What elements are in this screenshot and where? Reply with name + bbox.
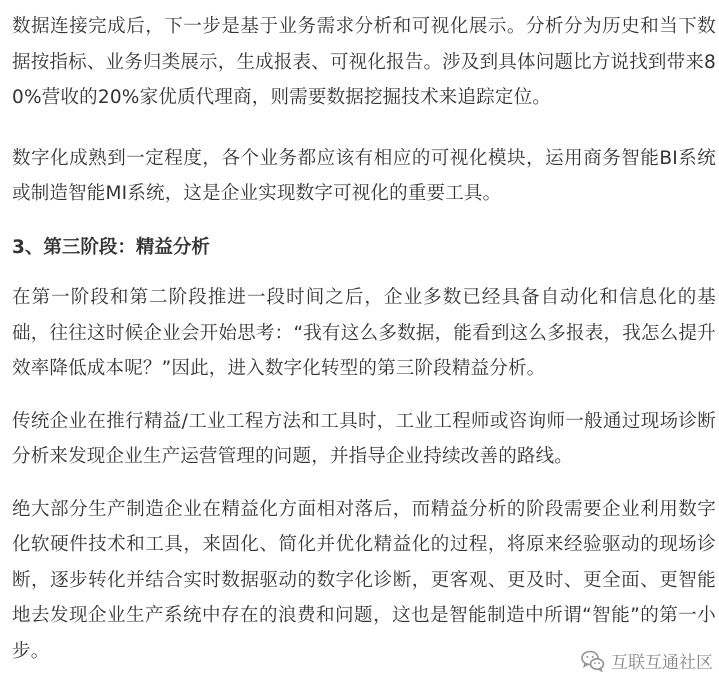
article-body — [12, 0, 716, 669]
paragraph-data-connection: 数据连接完成后，下一步是基于业务需求分析和可视化展示。分析分为历史和当下数据按指标、业务归类展示，生成报表、可视化报告。涉及到具体问题比方说找到带来80%营收的20%家优质代理商，则需要数据挖掘技术来追踪定位。 — [12, 16, 716, 108]
paragraph-lean-digitalization: 绝大部分生产制造企业在精益化方面相对落后，而精益分析的阶段需要企业利用数字化软硬件技术和工具，来固化、简化并优化精益化的过程，将原来经验驱动的现场诊断，逐步转化并结合实时数据驱动的数字化诊断，更客观、更及时、更全面、更智能地去发现企业生产系统中存在的浪费和问题，这也是智能制造中所谓“智能”的第一小步。 — [12, 498, 716, 662]
wechat-icon — [581, 650, 605, 672]
section-heading-lean-analysis: 3、第三阶段：精益分析 — [12, 236, 210, 258]
paragraph-stage-three-intro: 在第一阶段和第二阶段推进一段时间之后，企业多数已经具备自动化和信息化的基础，往往这时候企业会开始思考：“我有这么多数据，能看到这么多报表，我怎么提升效率降低成本呢？”因此，进入数字化转型的第三阶段精益分析。 — [12, 287, 716, 379]
paragraph-traditional-lean: 传统企业在推行精益/工业工程方法和工具时，工业工程师或咨询师一般通过现场诊断分析来发现企业生产运营管理的问题，并指导企业持续改善的路线。 — [12, 410, 716, 467]
watermark-text: 互联互通社区 — [611, 653, 713, 673]
watermark — [581, 648, 713, 673]
paragraph-digital-maturity: 数字化成熟到一定程度，各个业务都应该有相应的可视化模块，运用商务智能BI系统或制造智能MI系统，这是企业实现数字可视化的重要工具。 — [12, 147, 716, 204]
